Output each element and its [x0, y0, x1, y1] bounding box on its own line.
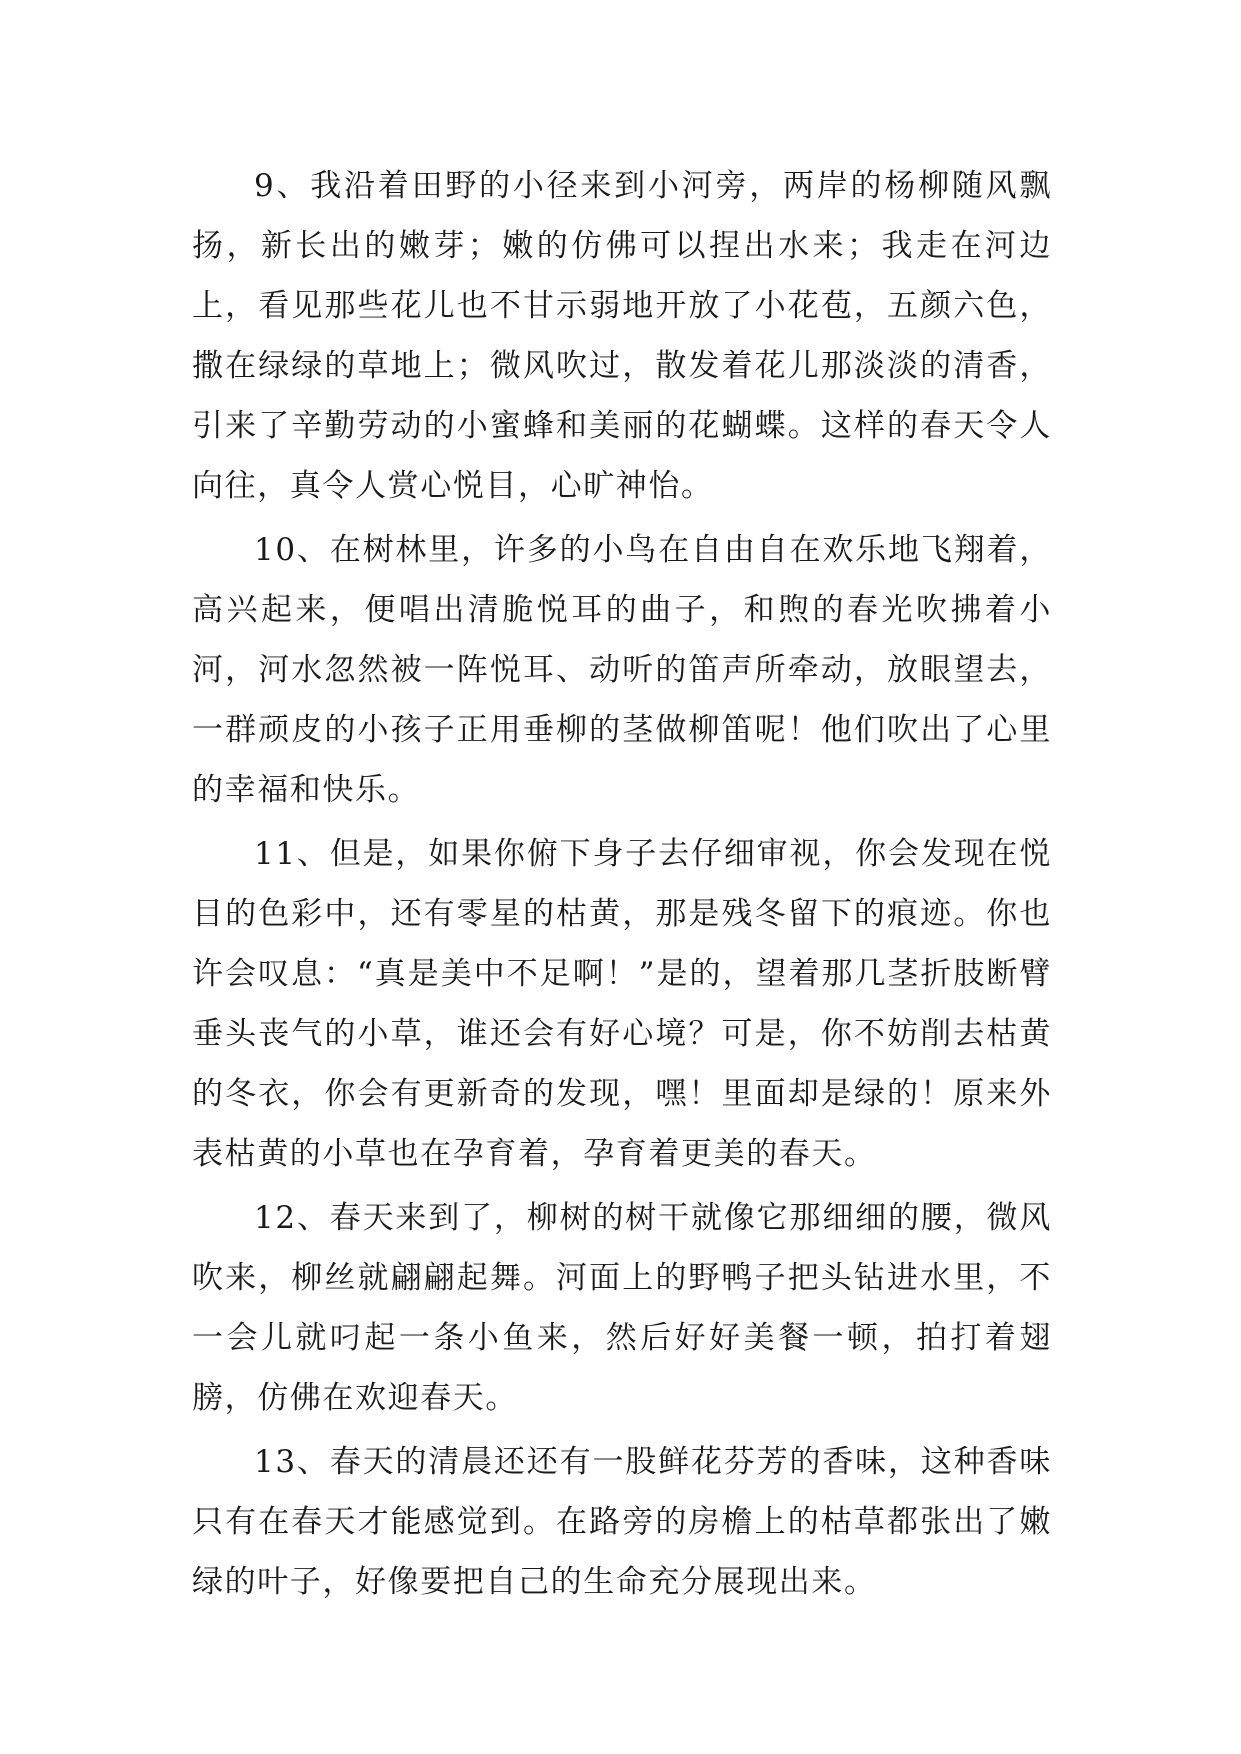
paragraph-13: 13、春天的清晨还还有一股鲜花芬芳的香味，这种香味只有在春天才能感觉到。在路旁的房檐上的枯草都张出了嫩绿的叶子，好像要把自己的生命充分展现出来。	[192, 1444, 1052, 1600]
document-body	[192, 156, 1052, 1616]
paragraph-9: 9、我沿着田野的小径来到小河旁，两岸的杨柳随风飘扬，新长出的嫩芽；嫩的仿佛可以捏出水来；我走在河边上，看见那些花儿也不甘示弱地开放了小花苞，五颜六色，撒在绿绿的草地上；微风吹过，散发着花儿那淡淡的清香，引来了辛勤劳动的小蜜蜂和美丽的花蝴蝶。这样的春天令人向往，真令人赏心悦目，心旷神怡。	[192, 168, 1052, 504]
paragraph-11: 11、但是，如果你俯下身子去仔细审视，你会发现在悦目的色彩中，还有零星的枯黄，那是残冬留下的痕迹。你也许会叹息：“真是美中不足啊！”是的，望着那几茎折肢断臂垂头丧气的小草，谁还会有好心境？可是，你不妨削去枯黄的冬衣，你会有更新奇的发现，嘿！里面却是绿的！原来外表枯黄的小草也在孕育着，孕育着更美的春天。	[192, 836, 1052, 1172]
paragraph-12: 12、春天来到了，柳树的树干就像它那细细的腰，微风吹来，柳丝就翩翩起舞。河面上的野鸭子把头钻进水里，不一会儿就叼起一条小鱼来，然后好好美餐一顿，拍打着翅膀，仿佛在欢迎春天。	[192, 1200, 1052, 1416]
paragraph-10: 10、在树林里，许多的小鸟在自由自在欢乐地飞翔着，高兴起来，便唱出清脆悦耳的曲子，和煦的春光吹拂着小河，河水忽然被一阵悦耳、动听的笛声所牵动，放眼望去，一群顽皮的小孩子正用垂柳的茎做柳笛呢！他们吹出了心里的幸福和快乐。	[192, 532, 1052, 808]
